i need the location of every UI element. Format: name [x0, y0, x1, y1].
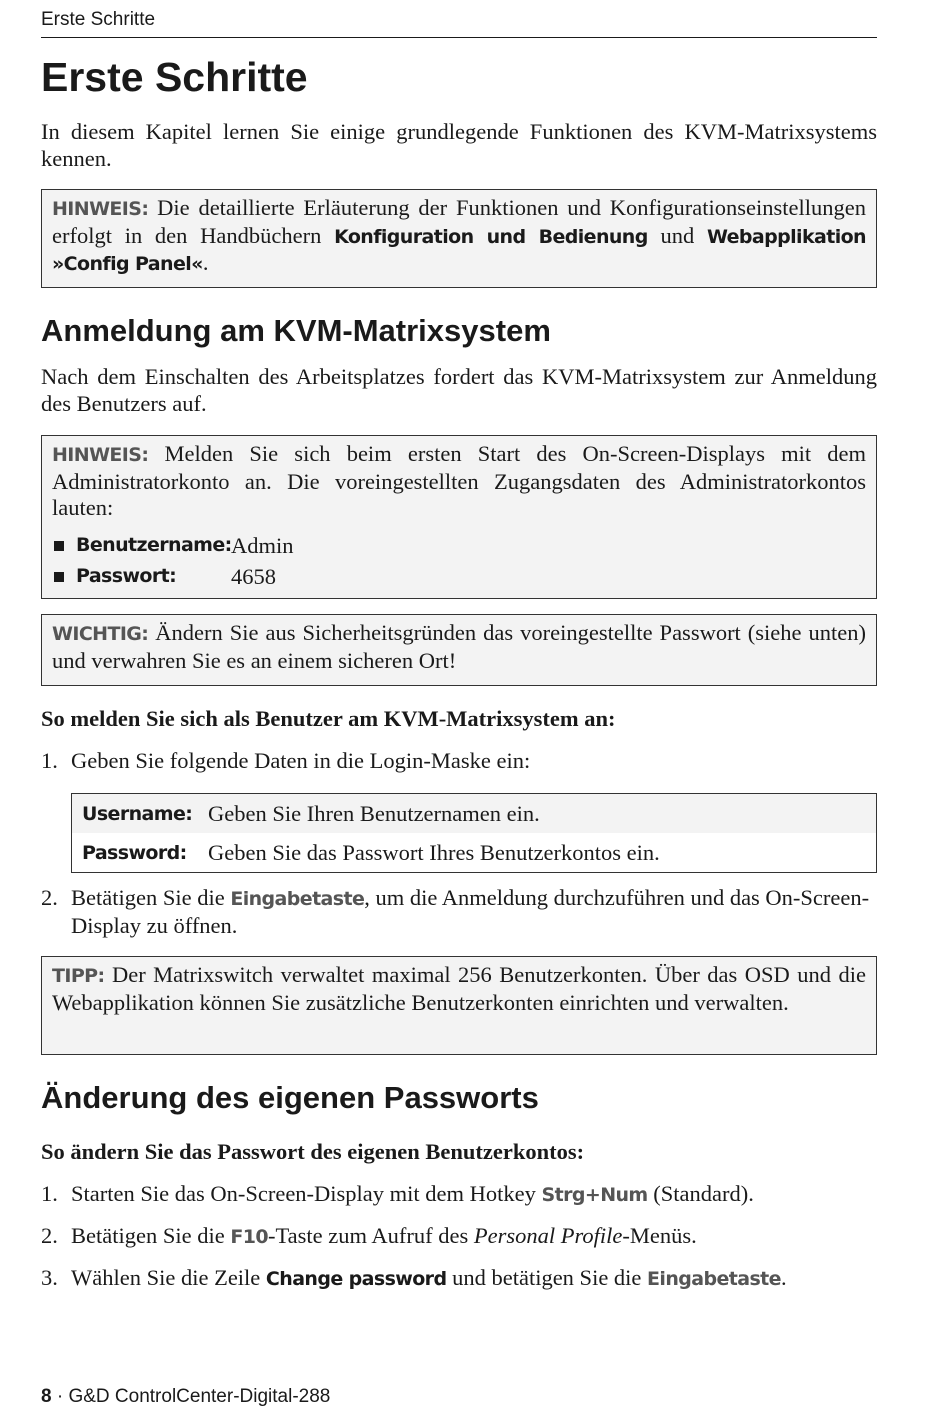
running-head: Erste Schritte [41, 9, 156, 30]
table-row: Username: Geben Sie Ihren Benutzernamen ein. [72, 794, 876, 833]
list-item: Passwort: 4658 [52, 561, 866, 592]
step-item: 2. Betätigen Sie die F10-Taste zum Aufruf des Personal Profile-Menüs. [41, 1223, 697, 1248]
manual-reference: Konfiguration und Bedienung [334, 225, 648, 248]
key-name: Eingabetaste [230, 888, 365, 910]
tip-tag: TIPP: [52, 965, 105, 987]
procedure-heading-password: So ändern Sie das Passwort des eigenen Benutzerkontos: [41, 1139, 585, 1164]
key-name: F10 [230, 1226, 268, 1248]
login-fields-table [71, 793, 877, 873]
note-box-admin-credentials: HINWEIS: Melden Sie sich beim ersten Start des On-Screen-Displays mit dem Administratorkonto an. Die voreingestellten Zugangsdaten des Administratorkontos lauten: Benutzername: Admin Passwort: 4658 [41, 435, 877, 599]
manual-reference: Webapplikation »Config Panel« [52, 225, 866, 275]
bullet-icon [54, 541, 64, 551]
section-heading-login: Anmeldung am KVM-Matrixsystem [41, 313, 551, 348]
menu-name: Personal Profile [473, 1223, 623, 1248]
list-item: Benutzername: Admin [52, 530, 866, 561]
menu-entry-name: Change password [265, 1268, 447, 1290]
note-box-manuals: HINWEIS: Die detaillierte Erläuterung der Funktionen und Konfigurationseinstellungen erfolgt in den Handbüchern Konfiguration und Bedienung und Webapplikation »Config Panel«. [41, 189, 877, 288]
credentials-list [52, 530, 866, 592]
step-item: 2. Betätigen Sie die Eingabetaste, um die Anmeldung durchzuführen und das On-Screen-Display zu öffnen. [41, 885, 870, 938]
step-item: 1. Geben Sie folgende Daten in die Login-Maske ein: [41, 748, 531, 773]
warning-tag: WICHTIG: [52, 623, 149, 645]
tip-box: TIPP: Der Matrixswitch verwaltet maximal 256 Benutzerkonten. Über das OSD und die Webapplikation können Sie zusätzliche Benutzerkonten einrichten und verwalten. [41, 956, 877, 1055]
product-name: G&D ControlCenter-Digital-288 [68, 1386, 331, 1407]
table-row: Password: Geben Sie das Passwort Ihres Benutzerkontos ein. [82, 839, 660, 865]
key-name: Eingabetaste [647, 1268, 781, 1290]
intro-paragraph: In diesem Kapitel lernen Sie einige grundlegende Funktionen des KVM-Matrixsystems kennen. [41, 119, 877, 171]
note-tag: HINWEIS: [52, 444, 149, 466]
login-intro-paragraph: Nach dem Einschalten des Arbeitsplatzes fordert das KVM-Matrixsystem zur Anmeldung des Benutzers auf. [41, 364, 877, 416]
note-tag: HINWEIS: [52, 198, 149, 220]
hotkey-name: Strg+Num [541, 1184, 648, 1206]
page-footer: 8 · G&D ControlCenter-Digital-288 [41, 1386, 331, 1407]
section-heading-password: Änderung des eigenen Passworts [41, 1080, 539, 1115]
bullet-icon [54, 572, 64, 582]
header-rule [41, 37, 877, 38]
step-item: 3. Wählen Sie die Zeile Change password und betätigen Sie die Eingabetaste. [41, 1265, 787, 1290]
warning-box: WICHTIG: Ändern Sie aus Sicherheitsgründen das voreingestellte Passwort (siehe unten) und verwahren Sie es an einem sicheren Ort! [41, 614, 877, 686]
procedure-heading-login: So melden Sie sich als Benutzer am KVM-Matrixsystem an: [41, 706, 616, 731]
chapter-title: Erste Schritte [41, 54, 308, 100]
page-number: 8 [41, 1386, 52, 1407]
step-item: 1. Starten Sie das On-Screen-Display mit dem Hotkey Strg+Num (Standard). [41, 1181, 754, 1206]
